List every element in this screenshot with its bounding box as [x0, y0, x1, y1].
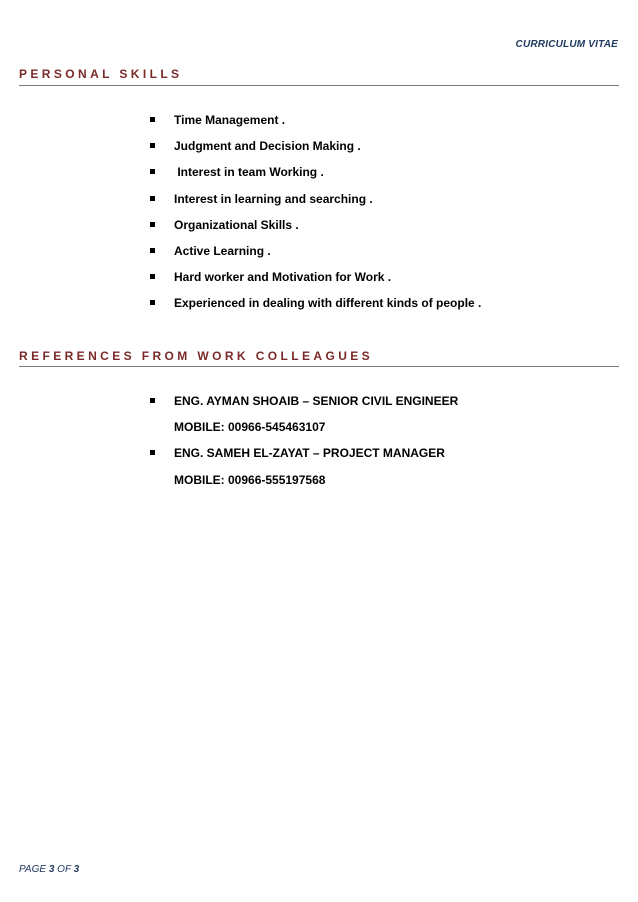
- square-bullet-icon: [150, 398, 155, 403]
- square-bullet-icon: [150, 196, 155, 201]
- square-bullet-icon: [150, 248, 155, 253]
- square-bullet-icon: [150, 222, 155, 227]
- square-bullet-icon: [150, 450, 155, 455]
- reference-name: ENG. SAMEH EL-ZAYAT – PROJECT MANAGER: [174, 446, 445, 461]
- skill-text: Interest in team Working .: [174, 165, 324, 180]
- skill-text: Organizational Skills .: [174, 217, 299, 232]
- square-bullet-icon: [150, 300, 155, 305]
- page-number: 3: [48, 864, 55, 875]
- section-divider: [19, 366, 619, 367]
- personal-skills-heading: PERSONAL SKILLS: [19, 67, 183, 81]
- reference-name: ENG. AYMAN SHOAIB – SENIOR CIVIL ENGINEER: [174, 394, 459, 408]
- of-label: OF: [57, 864, 71, 875]
- document-header-title: CURRICULUM VITAE: [515, 39, 618, 50]
- square-bullet-icon: [150, 274, 155, 279]
- skill-text: Experienced in dealing with different kinds of people .: [174, 296, 482, 311]
- page-label: PAGE: [19, 864, 47, 875]
- square-bullet-icon: [150, 169, 155, 174]
- reference-mobile: MOBILE: 00966-555197568: [174, 472, 326, 487]
- square-bullet-icon: [150, 117, 155, 122]
- skill-text: Judgment and Decision Making .: [174, 139, 361, 154]
- page-total: 3: [73, 864, 80, 875]
- square-bullet-icon: [150, 143, 155, 148]
- section-divider: [19, 85, 619, 86]
- skill-text: Time Management .: [174, 113, 286, 127]
- skill-text: Interest in learning and searching .: [174, 191, 373, 206]
- skill-text: Active Learning .: [174, 243, 271, 258]
- page-footer: [19, 864, 79, 875]
- references-heading: REFERENCES FROM WORK COLLEAGUES: [19, 349, 374, 363]
- reference-mobile: MOBILE: 00966-545463107: [174, 420, 326, 435]
- skill-text: Hard worker and Motivation for Work .: [174, 270, 392, 285]
